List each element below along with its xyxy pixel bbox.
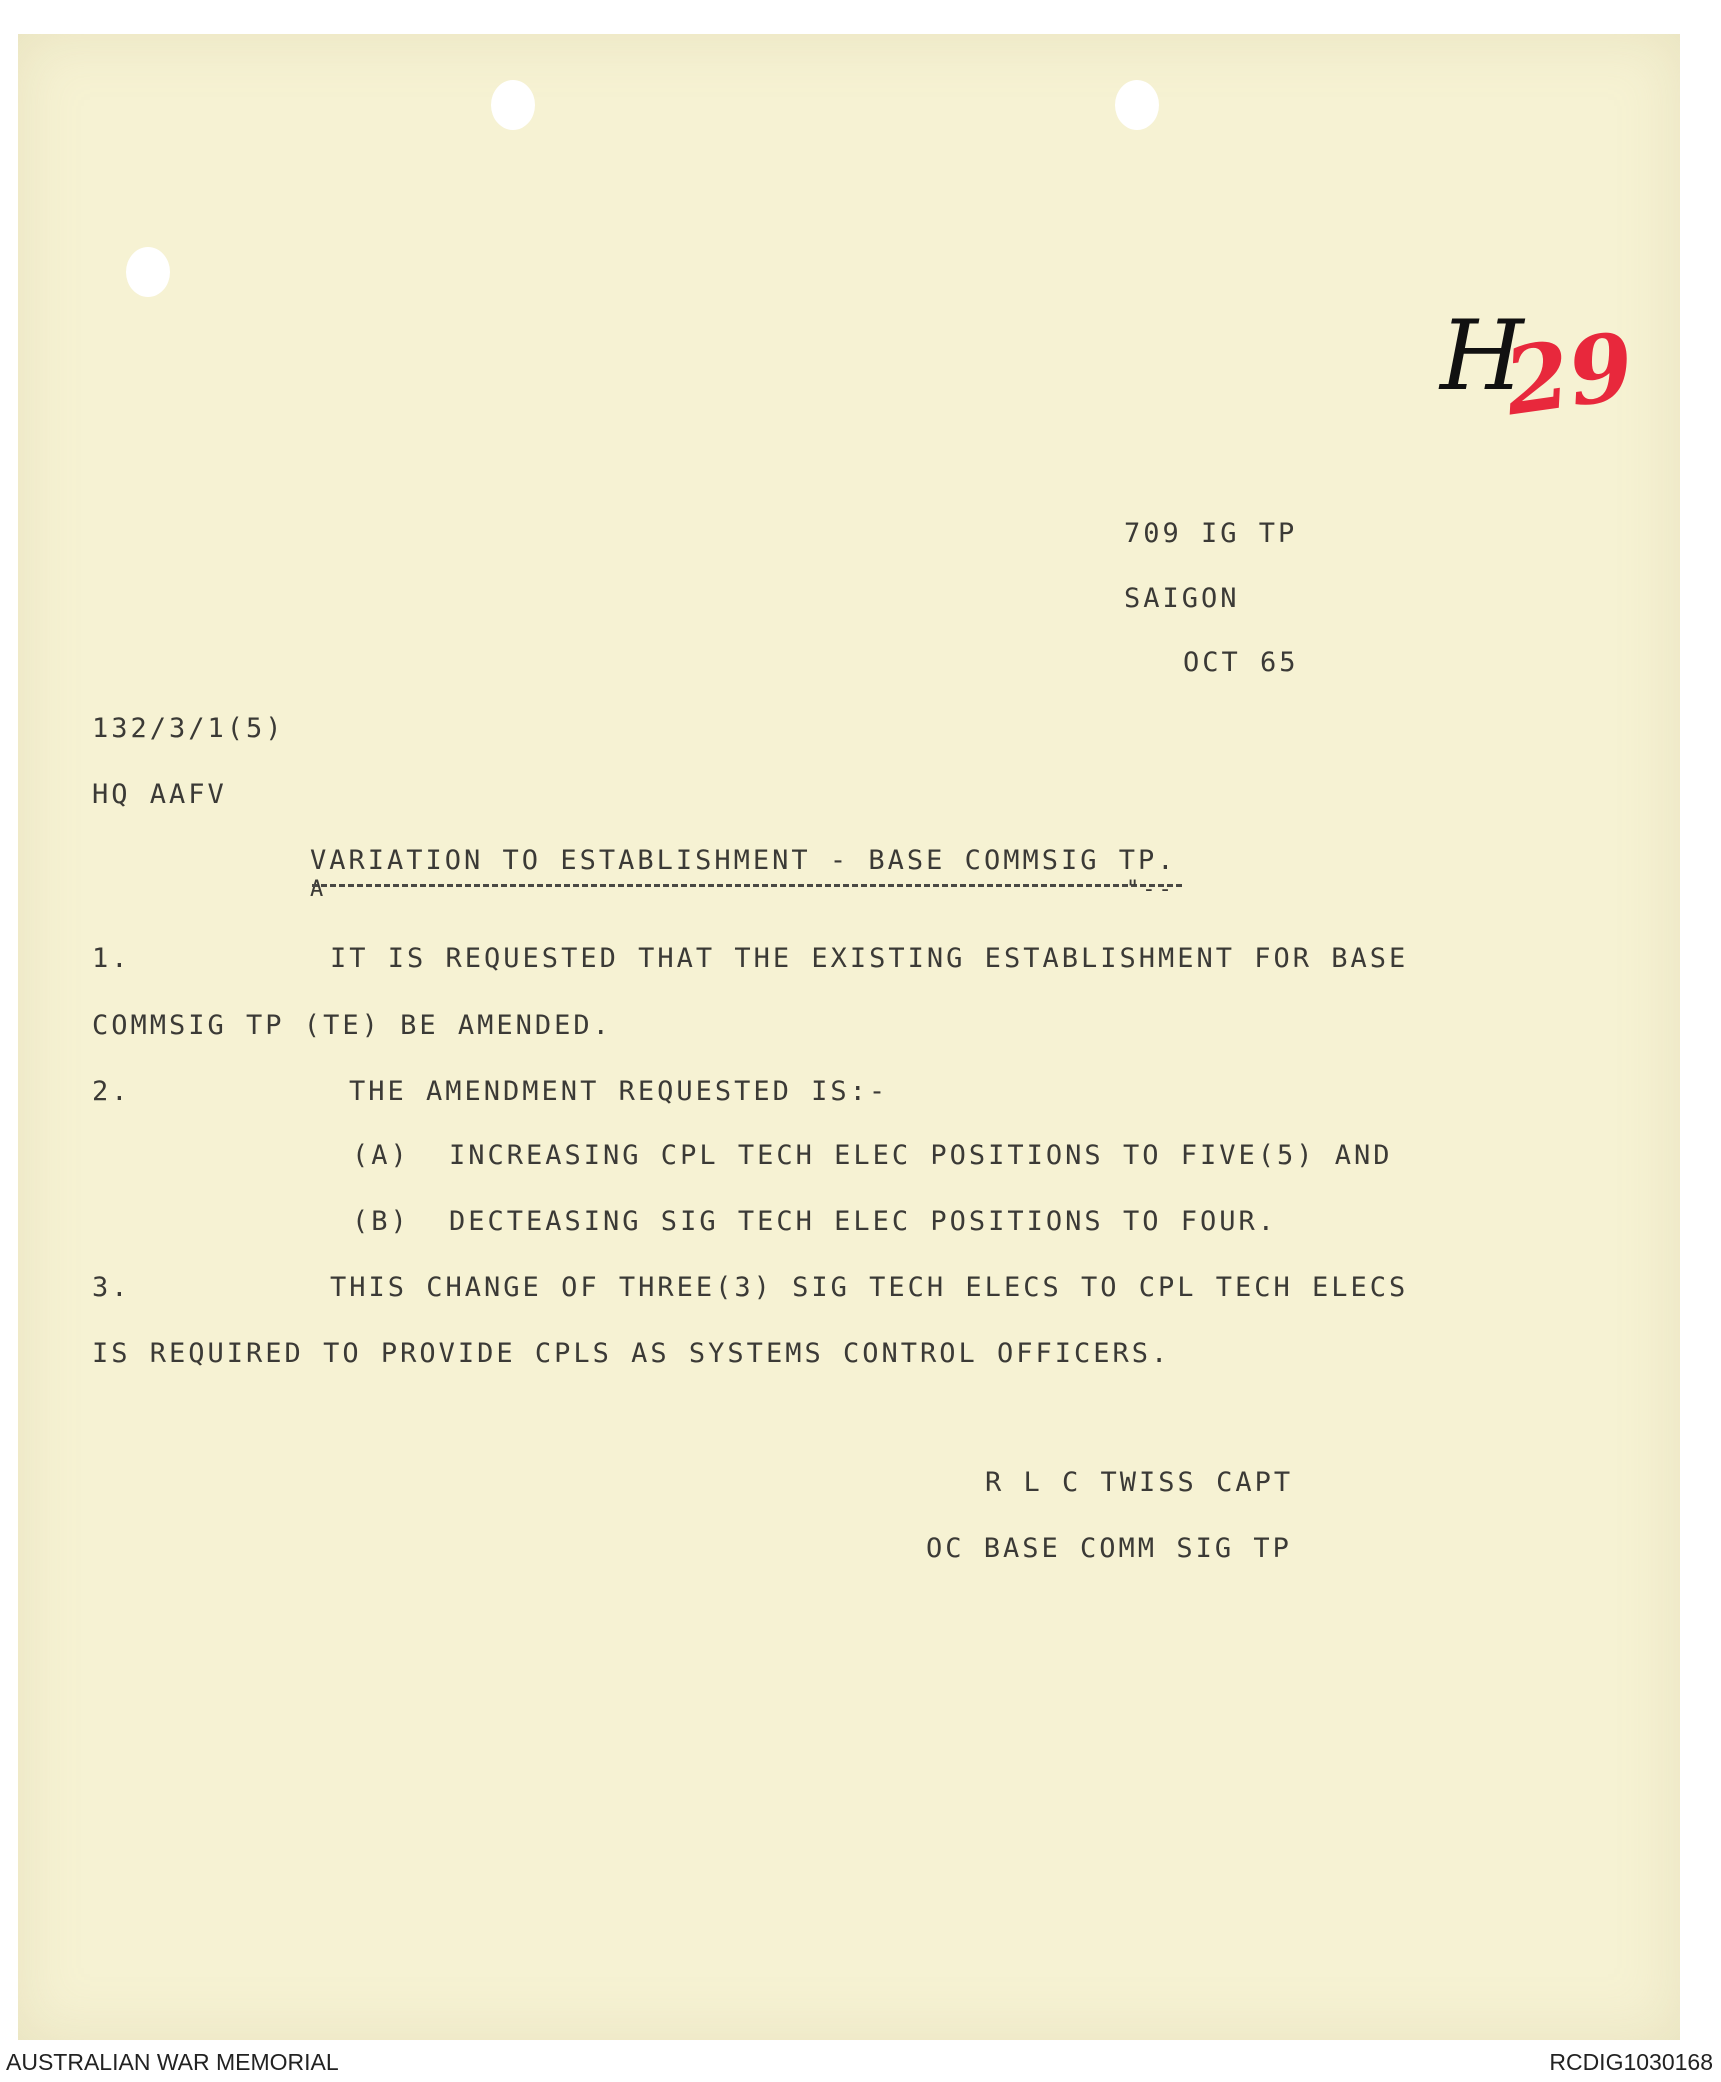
list-item-text: INCREASING CPL TECH ELEC POSITIONS TO FIVE(5) AND	[449, 1140, 1393, 1171]
reference-number: 132/3/1(5)	[92, 713, 285, 744]
signature-title: OC BASE COMM SIG TP	[926, 1533, 1292, 1564]
paragraph-text: COMMSIG TP (TE) BE AMENDED.	[92, 1010, 612, 1041]
footer-id: RCDIG1030168	[1549, 2049, 1713, 2075]
list-item-text: DECTEASING SIG TECH ELEC POSITIONS TO FOUR.	[449, 1206, 1277, 1237]
footer-source: AUSTRALIAN WAR MEMORIAL	[6, 2049, 339, 2075]
list-item-label: (A)	[352, 1140, 410, 1171]
handwritten-letter: H	[1440, 300, 1524, 412]
paragraph-text: IT IS REQUESTED THAT THE EXISTING ESTABLISHMENT FOR BASE	[330, 943, 1409, 974]
paragraph-text: THE AMENDMENT REQUESTED IS:-	[349, 1076, 889, 1107]
paragraph-number: 1.	[92, 943, 131, 974]
paragraph-number: 2.	[92, 1076, 131, 1107]
unit-address: 709 IG TP	[1124, 518, 1298, 549]
punch-hole	[491, 80, 535, 130]
date: OCT 65	[1183, 647, 1299, 678]
punch-hole	[126, 247, 170, 297]
underline-tail: "--	[1126, 877, 1175, 902]
paragraph-number: 3.	[92, 1272, 131, 1303]
paragraph-text: IS REQUIRED TO PROVIDE CPLS AS SYSTEMS CONTROL OFFICERS.	[92, 1338, 1171, 1369]
underline-mark: A	[310, 877, 327, 902]
signature-name: R L C TWISS CAPT	[985, 1467, 1294, 1498]
subject-underline	[312, 884, 1182, 887]
handwritten-number: 29	[1498, 311, 1640, 437]
list-item-label: (B)	[352, 1206, 410, 1237]
recipient: HQ AAFV	[92, 779, 227, 810]
place-address: SAIGON	[1124, 583, 1240, 614]
punch-hole	[1115, 80, 1159, 130]
subject-heading: VARIATION TO ESTABLISHMENT - BASE COMMSIG TP.	[310, 845, 1177, 876]
paragraph-text: THIS CHANGE OF THREE(3) SIG TECH ELECS TO CPL TECH ELECS	[330, 1272, 1409, 1303]
